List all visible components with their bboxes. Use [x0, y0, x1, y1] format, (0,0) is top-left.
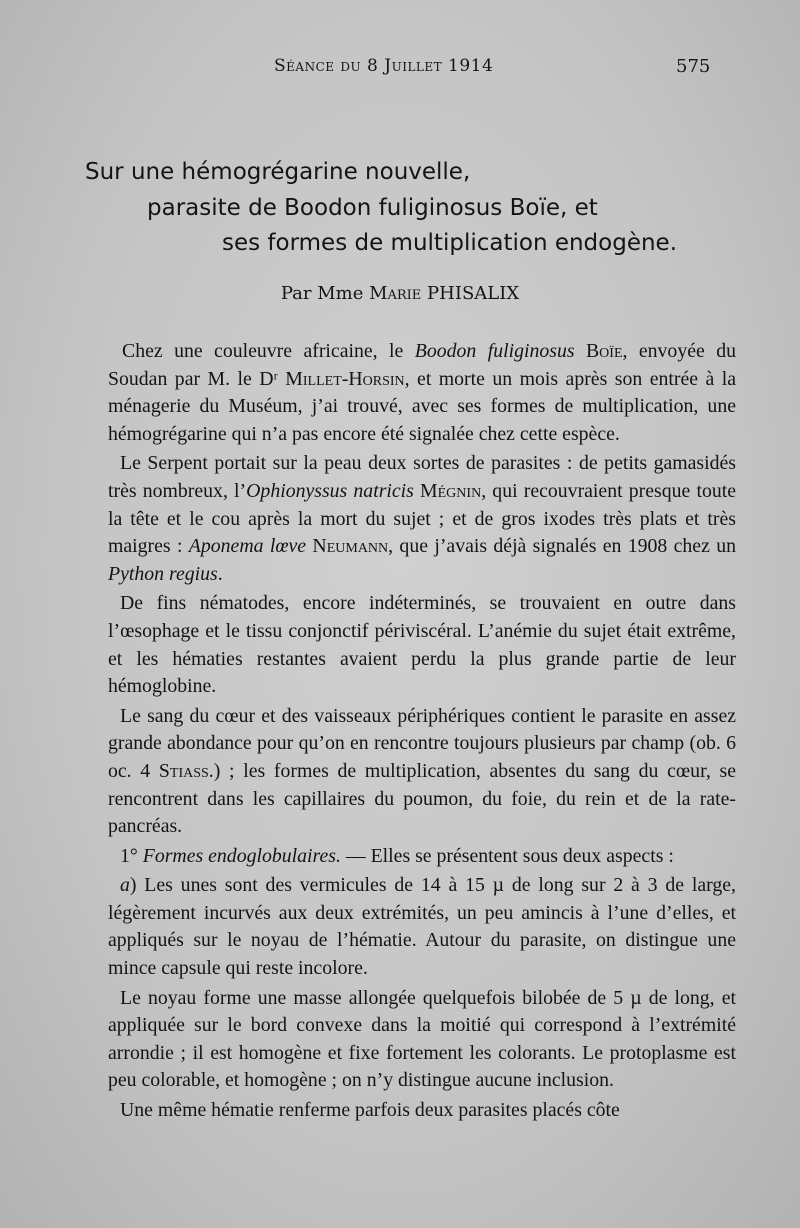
- species-name: Python regius: [108, 562, 218, 585]
- author-last-name: PHISALIX: [421, 283, 520, 304]
- text-run: 1°: [120, 844, 143, 867]
- paragraph-2: [108, 450, 736, 588]
- text-run: Le noyau forme une masse allongée quelquefois bilobée de 5 µ de long, et appliquée sur le bord convexe dans la moitié qui correspond à l’extrémité arrondie ; il est homogène et fixe fortement les colorants. Le protoplasme est peu colorable, et homogène ; on n’y distingue aucune inclusion.: [108, 986, 736, 1092]
- paragraph-8: [108, 1097, 736, 1125]
- text-run: Chez une couleuvre africaine, le: [122, 340, 415, 362]
- text-run: , que j’avais déjà signalés en 1908 chez un: [388, 535, 736, 558]
- species-name: Aponema lœve: [188, 535, 307, 558]
- text-run: Le sang du cœur et des vaisseaux périphériques contient le parasite en assez grande abondance pour qu’on en rencontre toujours plusieurs par champ (ob. 6 oc. 4: [108, 704, 736, 782]
- paragraph-1: [108, 338, 736, 448]
- page-number: 575: [676, 56, 711, 77]
- paragraph-3: [108, 590, 736, 700]
- author-first-name: Marie: [369, 283, 422, 304]
- text-run: ) ; les formes de multiplication, absentes du sang du cœur, se rencontrent dans les capillaires du poumon, du foie, du rein et de la rate-pancréas.: [108, 759, 736, 838]
- text-run: De fins nématodes, encore indéterminés, se trouvaient en outre dans l’œsophage et le tissu conjonctif périviscéral. L’anémie du sujet était extrême, et les hématies restantes avaient perdu la plus grande partie de leur hémoglobine.: [108, 592, 736, 698]
- author-citation: Boïe: [574, 340, 623, 362]
- title-line-2: parasite de Boodon fuliginosus Boïe, et: [147, 195, 598, 221]
- author-citation: Mégnin: [413, 479, 482, 502]
- text-run: , et morte un mois après son entrée à la ménagerie du Muséum, j’ai trouvé, avec ses formes de multiplication, une hémogrégarine qui n’a pas encore été signalée chez cette espèce.: [108, 367, 736, 445]
- running-head: Séance du 8 Juillet 1914: [274, 56, 494, 76]
- paragraph-5: [108, 843, 736, 871]
- text-run: ) Les unes sont des vermicules de 14 à 15 µ de long sur 2 à 3 de large, légèrement incurvés aux deux extrémités, un peu amincis à l’une d’elles, et appliqués sur le noyau de l’hématie. Autour du parasite, on distingue une mince capsule qui reste incolore.: [108, 874, 736, 980]
- person-name: Millet-Horsin: [285, 367, 405, 390]
- author-citation: Stiass.: [158, 759, 214, 782]
- page-header: [0, 56, 800, 86]
- text-run: , envoyée du Soudan par M. le Dʳ: [108, 340, 736, 390]
- author-byline: [0, 283, 800, 304]
- text-run: , qui recouvraient presque toute la tête et le cou après la mort du sujet ; et de gros ixodes très plats et très maigres :: [108, 479, 737, 558]
- text-run: Une même hématie renferme parfois deux parasites placés côte: [120, 1099, 620, 1122]
- paragraph-6: [108, 872, 736, 982]
- author-citation: Neumann: [306, 535, 389, 558]
- paragraph-7: [108, 985, 736, 1095]
- paragraph-4: [108, 703, 736, 841]
- section-heading: Formes endoglobulaires.: [142, 844, 341, 867]
- byline-prefix: Par Mme: [280, 283, 370, 304]
- text-run: .: [217, 562, 223, 585]
- title-line-3: ses formes de multiplication endogène.: [222, 230, 678, 256]
- species-name: Boodon fuliginosus: [414, 340, 575, 362]
- species-name: Ophionyssus natricis: [246, 479, 414, 502]
- title-line-1: Sur une hémogrégarine nouvelle,: [85, 159, 471, 185]
- text-run: — Elles se présentent sous deux aspects :: [340, 844, 674, 867]
- article-body: [108, 338, 736, 1127]
- text-run: Le Serpent portait sur la peau deux sortes de parasites : de petits gamasidés très nombreux, l’: [108, 452, 736, 502]
- list-marker: a: [120, 874, 130, 897]
